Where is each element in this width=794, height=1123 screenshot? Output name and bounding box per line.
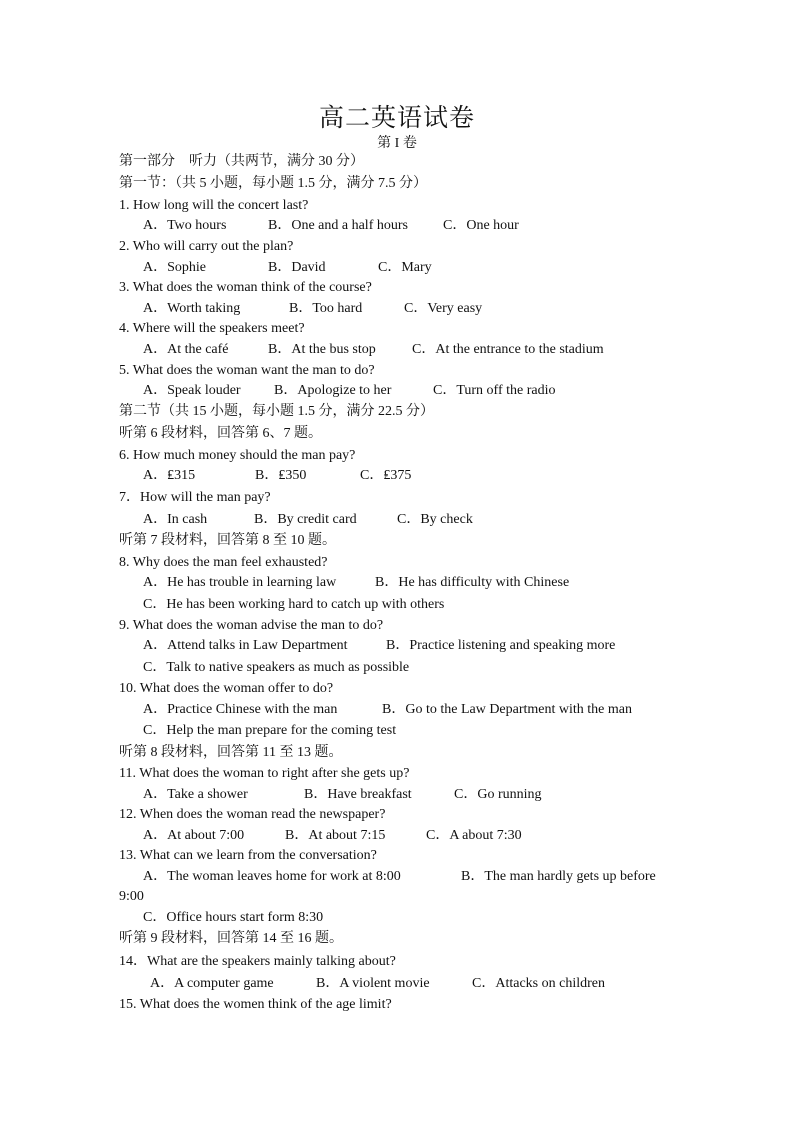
option-c: C．Attacks on children — [472, 976, 605, 991]
question-stem: 11. What does the woman to right after she gets up? — [119, 766, 410, 781]
question-stem: 8. Why does the man feel exhausted? — [119, 555, 328, 570]
option-a: A．A computer game — [150, 976, 274, 991]
option-b: B．A violent movie — [316, 976, 430, 991]
option-c: C．Mary — [378, 260, 432, 275]
option-c: C．Talk to native speakers as much as possible — [143, 660, 410, 675]
question-stem: 12. When does the woman read the newspaper? — [119, 807, 386, 822]
option-b-continuation: 9:00 — [119, 889, 144, 904]
option-a: A．Practice Chinese with the man — [143, 702, 338, 717]
question-stem: 15. What does the women think of the age limit? — [119, 997, 392, 1012]
part-heading: 第一部分 听力（共两节，满分 30 分） — [119, 154, 364, 169]
question-stem: 5. What does the woman want the man to do? — [119, 363, 375, 378]
option-a: A．Two hours — [143, 218, 227, 233]
option-a: A．At the café — [143, 342, 229, 357]
option-b: B．David — [268, 260, 326, 275]
option-c: C．At the entrance to the stadium — [412, 342, 604, 357]
question-stem: 14．What are the speakers mainly talking about? — [119, 954, 396, 969]
option-a: A．The woman leaves home for work at 8:00 — [143, 869, 401, 884]
question-stem: 7．How will the man pay? — [119, 490, 271, 505]
material-instruction: 听第 9 段材料，回答第 14 至 16 题。 — [119, 931, 343, 946]
question-stem: 4. Where will the speakers meet? — [119, 321, 305, 336]
option-a: A．In cash — [143, 512, 208, 527]
option-c: C．A about 7:30 — [426, 828, 522, 843]
question-stem: 2. Who will carry out the plan? — [119, 239, 294, 254]
option-b: B．Go to the Law Department with the man — [382, 702, 632, 717]
question-stem: 9. What does the woman advise the man to do? — [119, 618, 384, 633]
question-stem: 3. What does the woman think of the course? — [119, 280, 372, 295]
option-b: B．He has difficulty with Chinese — [375, 575, 570, 590]
option-a: A．₤315 — [143, 468, 196, 483]
option-c: C．He has been working hard to catch up with others — [143, 597, 445, 612]
option-c: C．Go running — [454, 787, 542, 802]
option-b: B．Apologize to her — [274, 383, 392, 398]
option-c: C．One hour — [443, 218, 519, 233]
option-b: B．One and a half hours — [268, 218, 408, 233]
option-b: B．By credit card — [254, 512, 357, 527]
option-c: C．₤375 — [360, 468, 412, 483]
option-b: B．Have breakfast — [304, 787, 412, 802]
option-a: A．At about 7:00 — [143, 828, 245, 843]
option-a: A．Attend talks in Law Department — [143, 638, 348, 653]
material-instruction: 听第 7 段材料，回答第 8 至 10 题。 — [119, 533, 336, 548]
option-c: C．Office hours start form 8:30 — [143, 910, 324, 925]
material-instruction: 听第 8 段材料，回答第 11 至 13 题。 — [119, 745, 343, 760]
option-a: A．Worth taking — [143, 301, 241, 316]
question-stem: 10. What does the woman offer to do? — [119, 681, 334, 696]
option-b: B．₤350 — [255, 468, 307, 483]
option-b: B．At the bus stop — [268, 342, 376, 357]
option-c: C．Turn off the radio — [433, 383, 556, 398]
option-a: A．Speak louder — [143, 383, 241, 398]
section-1-heading: 第一节：（共 5 小题，每小题 1.5 分，满分 7.5 分） — [119, 176, 427, 191]
question-stem: 1. How long will the concert last? — [119, 198, 309, 213]
option-c: C．Very easy — [404, 301, 483, 316]
material-instruction: 听第 6 段材料，回答第 6、7 题。 — [119, 426, 322, 441]
option-b: B．Practice listening and speaking more — [386, 638, 616, 653]
option-a: A．Sophie — [143, 260, 206, 275]
option-b: B．At about 7:15 — [285, 828, 386, 843]
volume-label: 第 I 卷 — [377, 136, 417, 151]
exam-title: 高二英语试卷 — [318, 105, 475, 132]
option-c: C．Help the man prepare for the coming test — [143, 723, 397, 738]
question-stem: 6. How much money should the man pay? — [119, 448, 356, 463]
option-b: B．The man hardly gets up before — [461, 869, 656, 884]
option-a: A．He has trouble in learning law — [143, 575, 337, 590]
section-2-heading: 第二节（共 15 小题，每小题 1.5 分，满分 22.5 分） — [119, 404, 434, 419]
option-c: C．By check — [397, 512, 473, 527]
option-a: A．Take a shower — [143, 787, 248, 802]
question-stem: 13. What can we learn from the conversation? — [119, 848, 377, 863]
option-b: B．Too hard — [289, 301, 363, 316]
